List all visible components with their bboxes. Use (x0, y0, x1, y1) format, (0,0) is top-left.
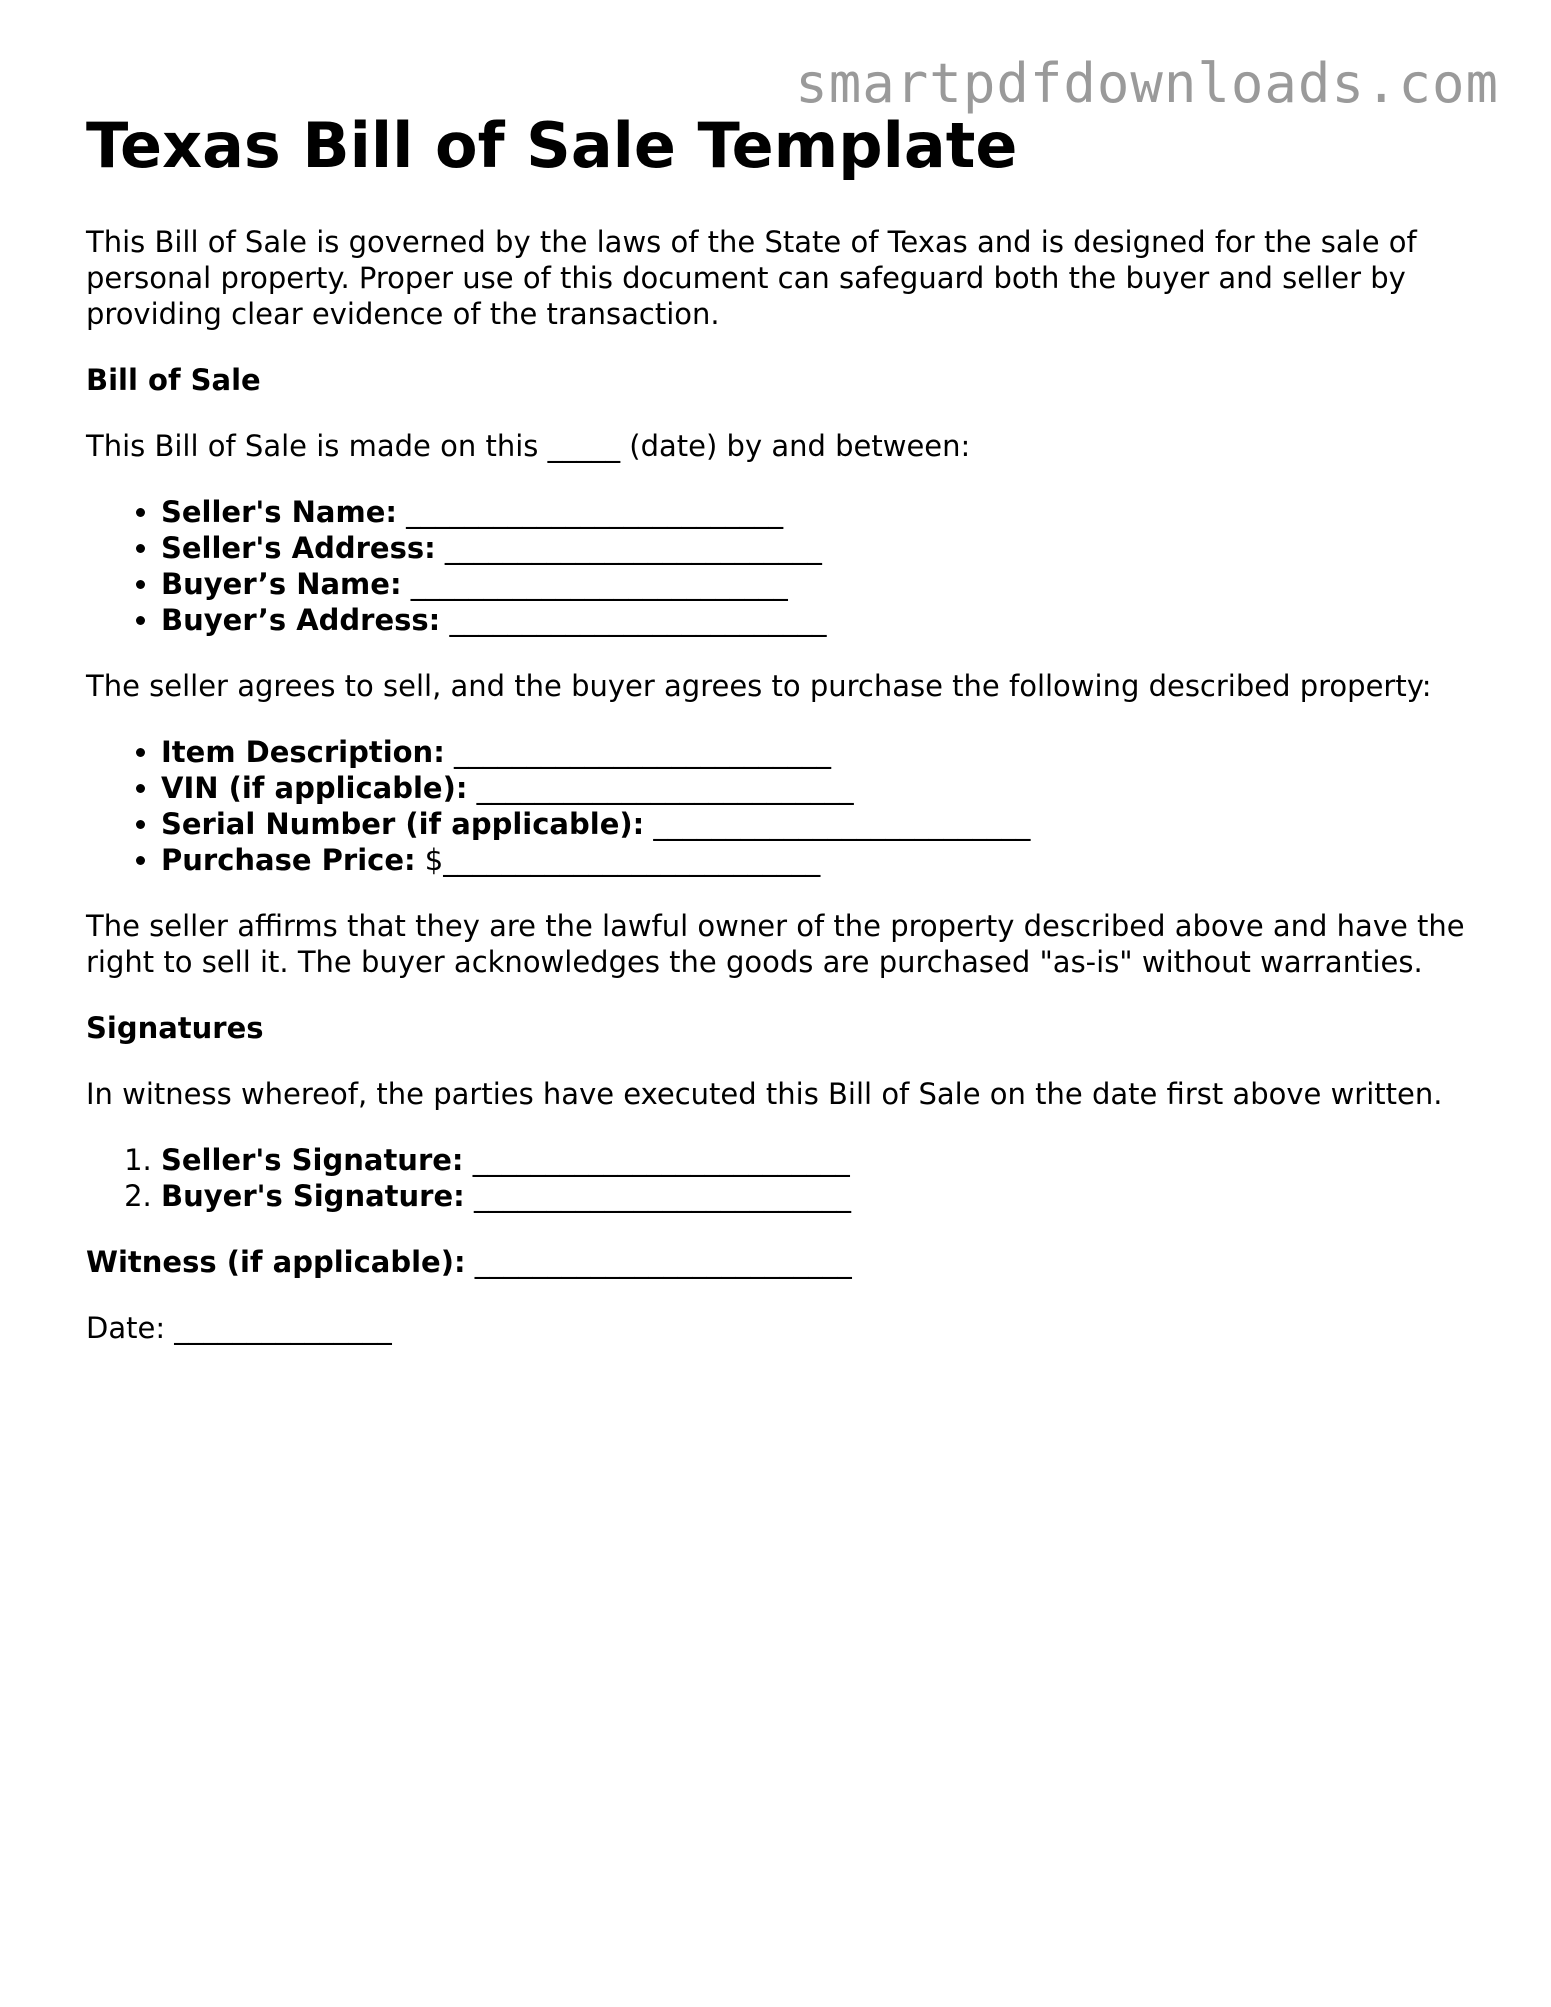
field-label: Seller's Address: (161, 531, 436, 565)
seller-name-field[interactable]: __________________________ (396, 495, 784, 529)
field-label: Serial Number (if applicable): (161, 807, 645, 841)
watermark: smartpdfdownloads.com (795, 52, 1499, 115)
field-label: Item Description: (161, 735, 445, 769)
list-item (161, 566, 1466, 602)
list-item (161, 842, 1466, 878)
document-page (86, 108, 1466, 1376)
list-item (161, 494, 1466, 530)
field-label: VIN (if applicable): (161, 771, 468, 805)
made-on-paragraph: This Bill of Sale is made on this _____ (date) by and between: (86, 429, 971, 463)
list-item (161, 770, 1466, 806)
seller-signature-field[interactable]: __________________________ (463, 1143, 850, 1177)
field-label: Buyer's Signature: (161, 1179, 465, 1213)
witness-field[interactable]: __________________________ (465, 1245, 852, 1279)
date-field[interactable]: _______________ (165, 1311, 392, 1345)
intro-paragraph: This Bill of Sale is governed by the laws of the State of Texas and is designed for the sale of personal property. Proper use of this document can safeguard both the buyer and seller by providing clear evidence of the transaction. (86, 225, 1417, 331)
field-label: Buyer’s Address: (161, 603, 441, 637)
date-label: Date: (86, 1311, 166, 1345)
list-item (161, 806, 1466, 842)
buyer-name-field[interactable]: __________________________ (401, 567, 788, 601)
list-item (161, 1178, 1466, 1214)
buyer-address-field[interactable]: __________________________ (440, 603, 827, 637)
document-title: Texas Bill of Sale Template (86, 109, 1018, 182)
vin-field[interactable]: __________________________ (467, 771, 854, 805)
witness-line (86, 1244, 1466, 1280)
parties-list (86, 494, 1466, 638)
serial-number-field[interactable]: __________________________ (644, 807, 1031, 841)
field-label: Seller's Name: (161, 495, 397, 529)
field-label: Purchase Price: (161, 843, 416, 877)
field-label: Seller's Signature: (161, 1143, 464, 1177)
field-label: Buyer’s Name: (161, 567, 402, 601)
list-item (161, 530, 1466, 566)
item-description-field[interactable]: __________________________ (444, 735, 832, 769)
signatures-list (86, 1142, 1466, 1214)
seller-address-field[interactable]: __________________________ (435, 531, 822, 565)
purchase-price-field[interactable]: $__________________________ (415, 843, 821, 877)
property-list (86, 734, 1466, 878)
witness-paragraph: In witness whereof, the parties have executed this Bill of Sale on the date first above written. (86, 1077, 1443, 1111)
bill-of-sale-heading: Bill of Sale (86, 363, 261, 397)
list-item (161, 602, 1466, 638)
affirm-paragraph: The seller affirms that they are the lawful owner of the property described above and have the right to sell it. The buyer acknowledges the goods are purchased "as-is" without warranties. (86, 909, 1465, 979)
signatures-heading: Signatures (86, 1011, 264, 1045)
agree-paragraph: The seller agrees to sell, and the buyer agrees to purchase the following described property: (86, 669, 1432, 703)
witness-label: Witness (if applicable): (86, 1245, 466, 1279)
list-item (161, 1142, 1466, 1178)
buyer-signature-field[interactable]: __________________________ (464, 1179, 851, 1213)
list-item (161, 734, 1466, 770)
date-line (86, 1310, 1466, 1346)
